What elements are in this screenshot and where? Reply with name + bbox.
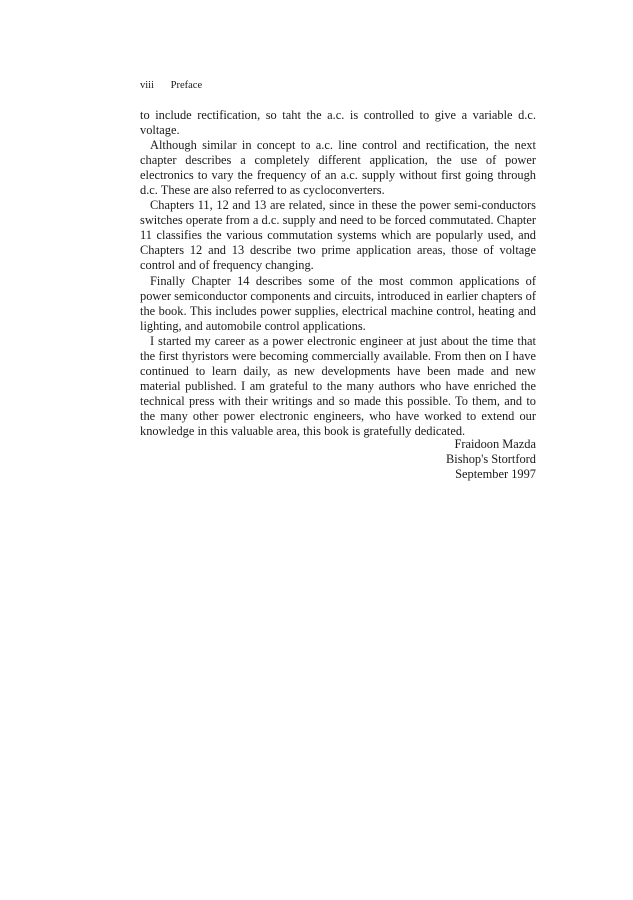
author-place: Bishop's Stortford (445, 452, 536, 467)
paragraph-continuation: to include rectification, so taht the a.c. is controlled to give a variable d.c. voltage. (140, 108, 536, 138)
author-name: Fraidoon Mazda (454, 437, 536, 451)
paragraph-commutation: Chapters 11, 12 and 13 are related, since in these the power semi-conductors switches operate from a d.c. supply and need to be forced commutated. Chapter 11 classifies the various commutation systems which are popularly used, and Chapters 12 and 13 describe two prime application areas, those of voltage control and of frequency changing. (140, 198, 536, 273)
paragraph-applications: Finally Chapter 14 describes some of the most common applications of power semiconductor components and circuits, introduced in earlier chapters of the book. This includes power supplies, electrical machine control, heating and lighting, and automobile control applications. (140, 273, 536, 333)
paragraph-dedication: I started my career as a power electronic engineer at just about the time that the first thyristors were becoming commercially available. From then on I have continued to learn daily, as new developments have been made and new material published. I am grateful to the many authors who have enriched the technical press with their writings and so made this possible. To them, and to the many other power electronic engineers, who have worked to extend our knowledge in this valuable area, this book is gratefully dedicated. (140, 333, 536, 438)
running-head (140, 80, 202, 92)
page-number: viii (140, 80, 155, 91)
paragraph-cycloconverters: Although similar in concept to a.c. line control and rectification, the next chapter describes a completely different application, the use of power electronics to vary the frequency of an a.c. supply without first going through d.c. These are also referred to as cycloconverters. (140, 138, 536, 198)
signature-block (446, 437, 536, 482)
preface-body (140, 108, 536, 439)
signature-date: September 1997 (455, 467, 536, 482)
section-title: Preface (170, 80, 203, 91)
